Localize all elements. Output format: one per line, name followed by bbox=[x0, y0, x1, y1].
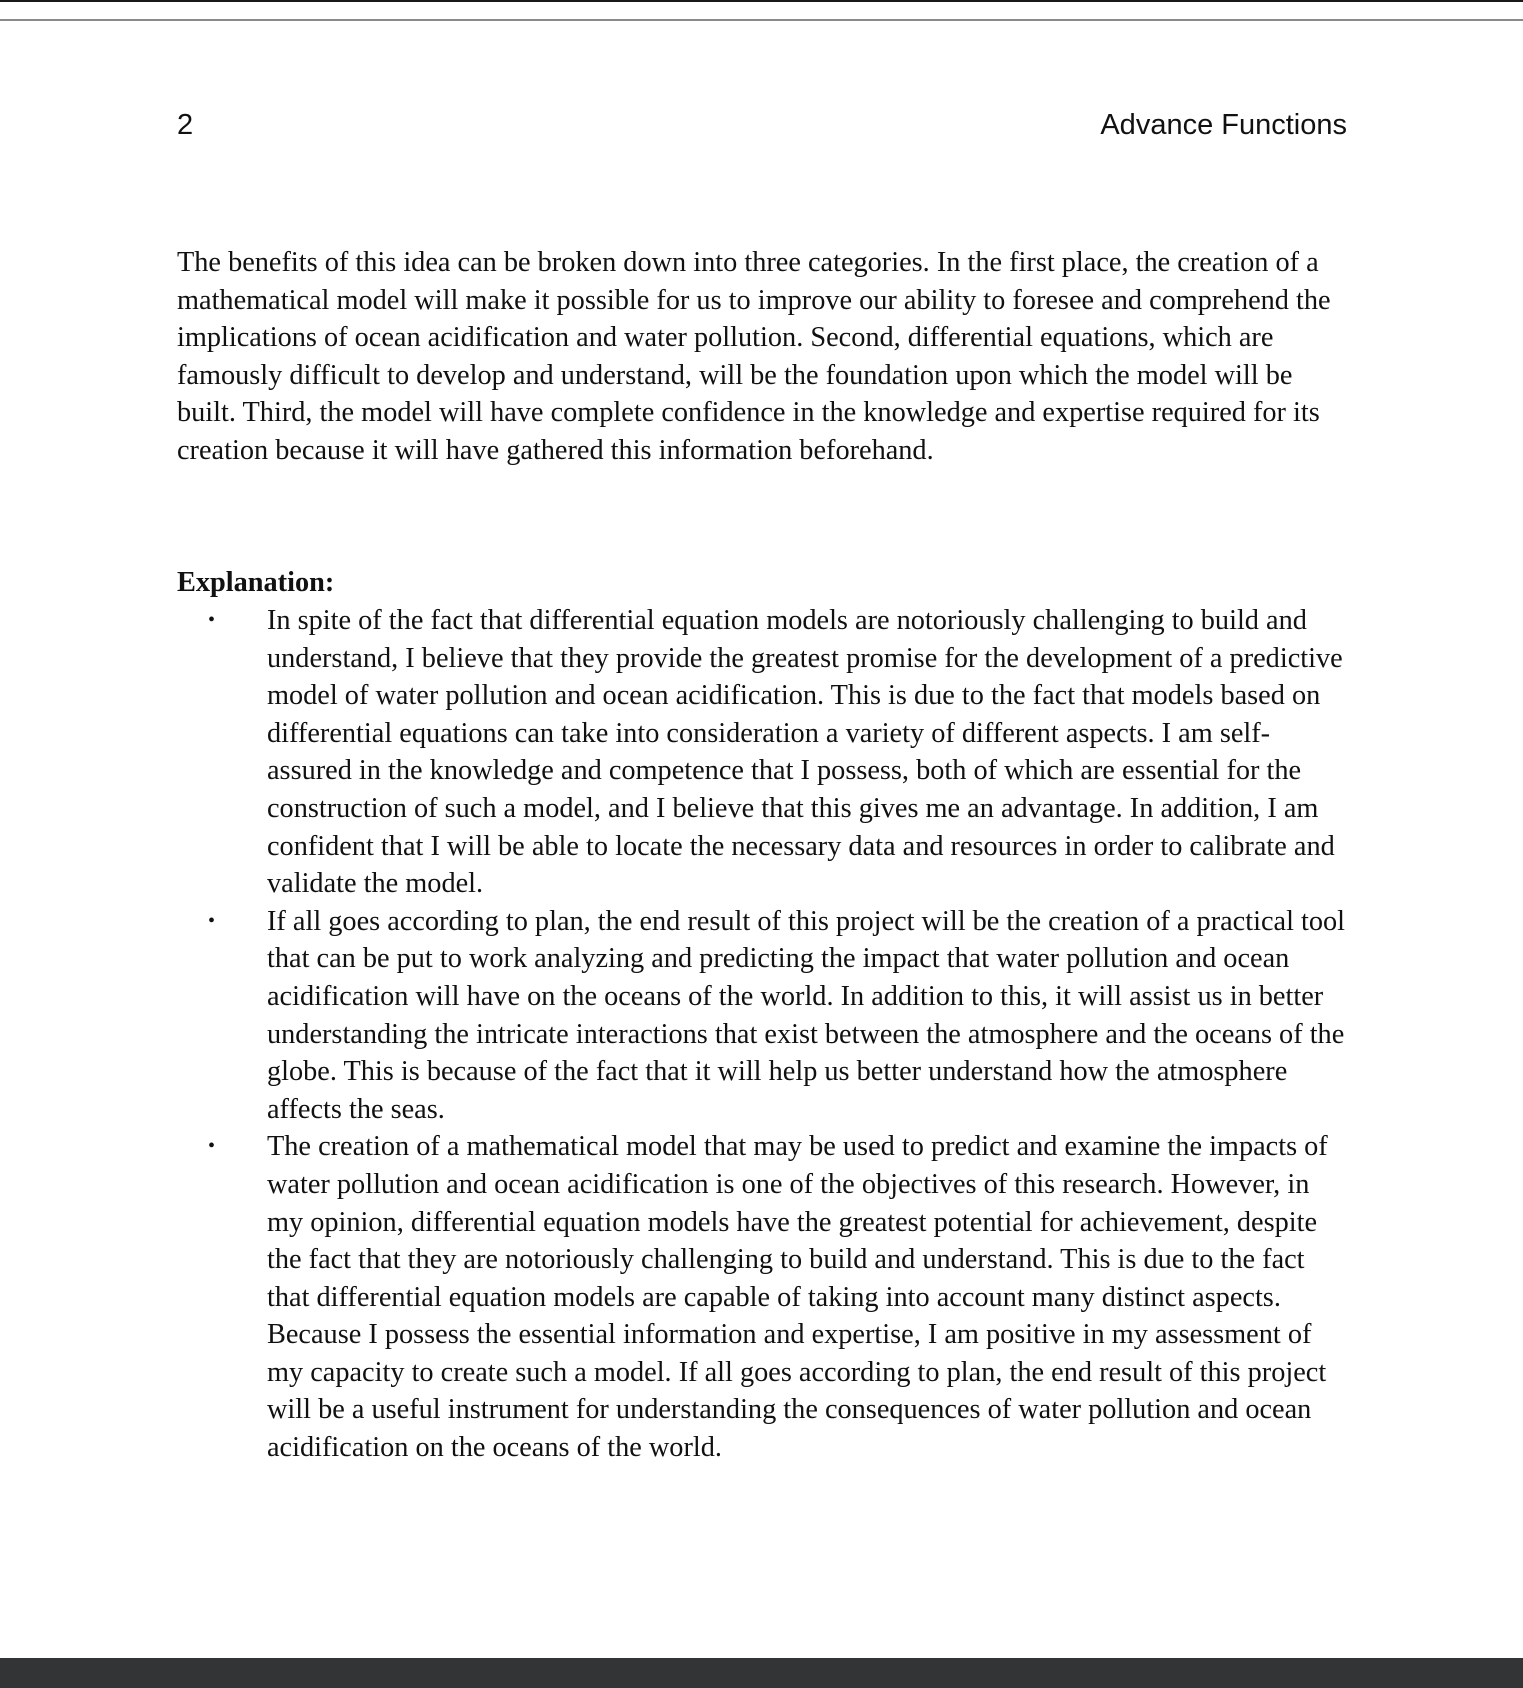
running-title: Advance Functions bbox=[1100, 109, 1347, 141]
intro-paragraph: The benefits of this idea can be broken down into three categories. In the first place, the creation of a mathematical model will make it possible for us to improve our ability to foresee and comprehend the implications of ocean acidification and water pollution. Second, differential equations, which are famously difficult to develop and understand, will be the foundation upon which the model will be built. Third, the model will have complete confidence in the knowledge and expertise required for its creation because it will have gathered this information beforehand. bbox=[177, 247, 1331, 466]
bullet-icon: • bbox=[208, 1135, 216, 1158]
page-number: 2 bbox=[177, 109, 194, 141]
bullet-icon: • bbox=[208, 909, 216, 932]
list-item-text: The creation of a mathematical model that may be used to predict and examine the impacts of water pollution and ocean acidification is one of the objectives of this research. However, in my opinion, differential equation models have the greatest potential for achievement, despite the fact that they are notoriously challenging to build and understand. This is due to the fact that differential equation models are capable of taking into account many distinct aspects. Because I possess the essential information and expertise, I am positive in my assessment of my capacity to create such a model. If all goes according to plan, the end result of this project will be a useful instrument for understanding the consequences of water pollution and ocean acidification on the oceans of the world. bbox=[267, 1131, 1328, 1464]
viewer-bottom-bar bbox=[0, 1658, 1523, 1688]
list-item bbox=[208, 903, 1349, 1129]
explanation-list bbox=[208, 602, 1349, 1467]
top-border bbox=[0, 0, 1523, 2]
document-page bbox=[0, 21, 1523, 1658]
list-item bbox=[208, 1128, 1349, 1466]
list-item-text: In spite of the fact that differential equation models are notoriously challenging to build and understand, I believe that they provide the greatest promise for the development of a predictive model of water pollution and ocean acidification. This is due to the fact that models based on differential equations can take into consideration a variety of different aspects. I am self-assured in the knowledge and competence that I possess, both of which are essential for the construction of such a model, and I believe that this gives me an advantage. In addition, I am confident that I will be able to locate the necessary data and resources in order to calibrate and validate the model. bbox=[267, 605, 1343, 900]
list-item bbox=[208, 602, 1349, 903]
explanation-heading: Explanation: bbox=[177, 567, 335, 598]
bullet-icon: • bbox=[208, 609, 216, 631]
list-item-text: If all goes according to plan, the end result of this project will be the creation of a practical tool that can be put to work analyzing and predicting the impact that water pollution and ocean acidification will have on the oceans of the world. In addition to this, it will assist us in better understanding the intricate interactions that exist between the atmosphere and the oceans of the globe. This is because of the fact that it will help us better understand how the atmosphere affects the seas. bbox=[267, 905, 1346, 1125]
